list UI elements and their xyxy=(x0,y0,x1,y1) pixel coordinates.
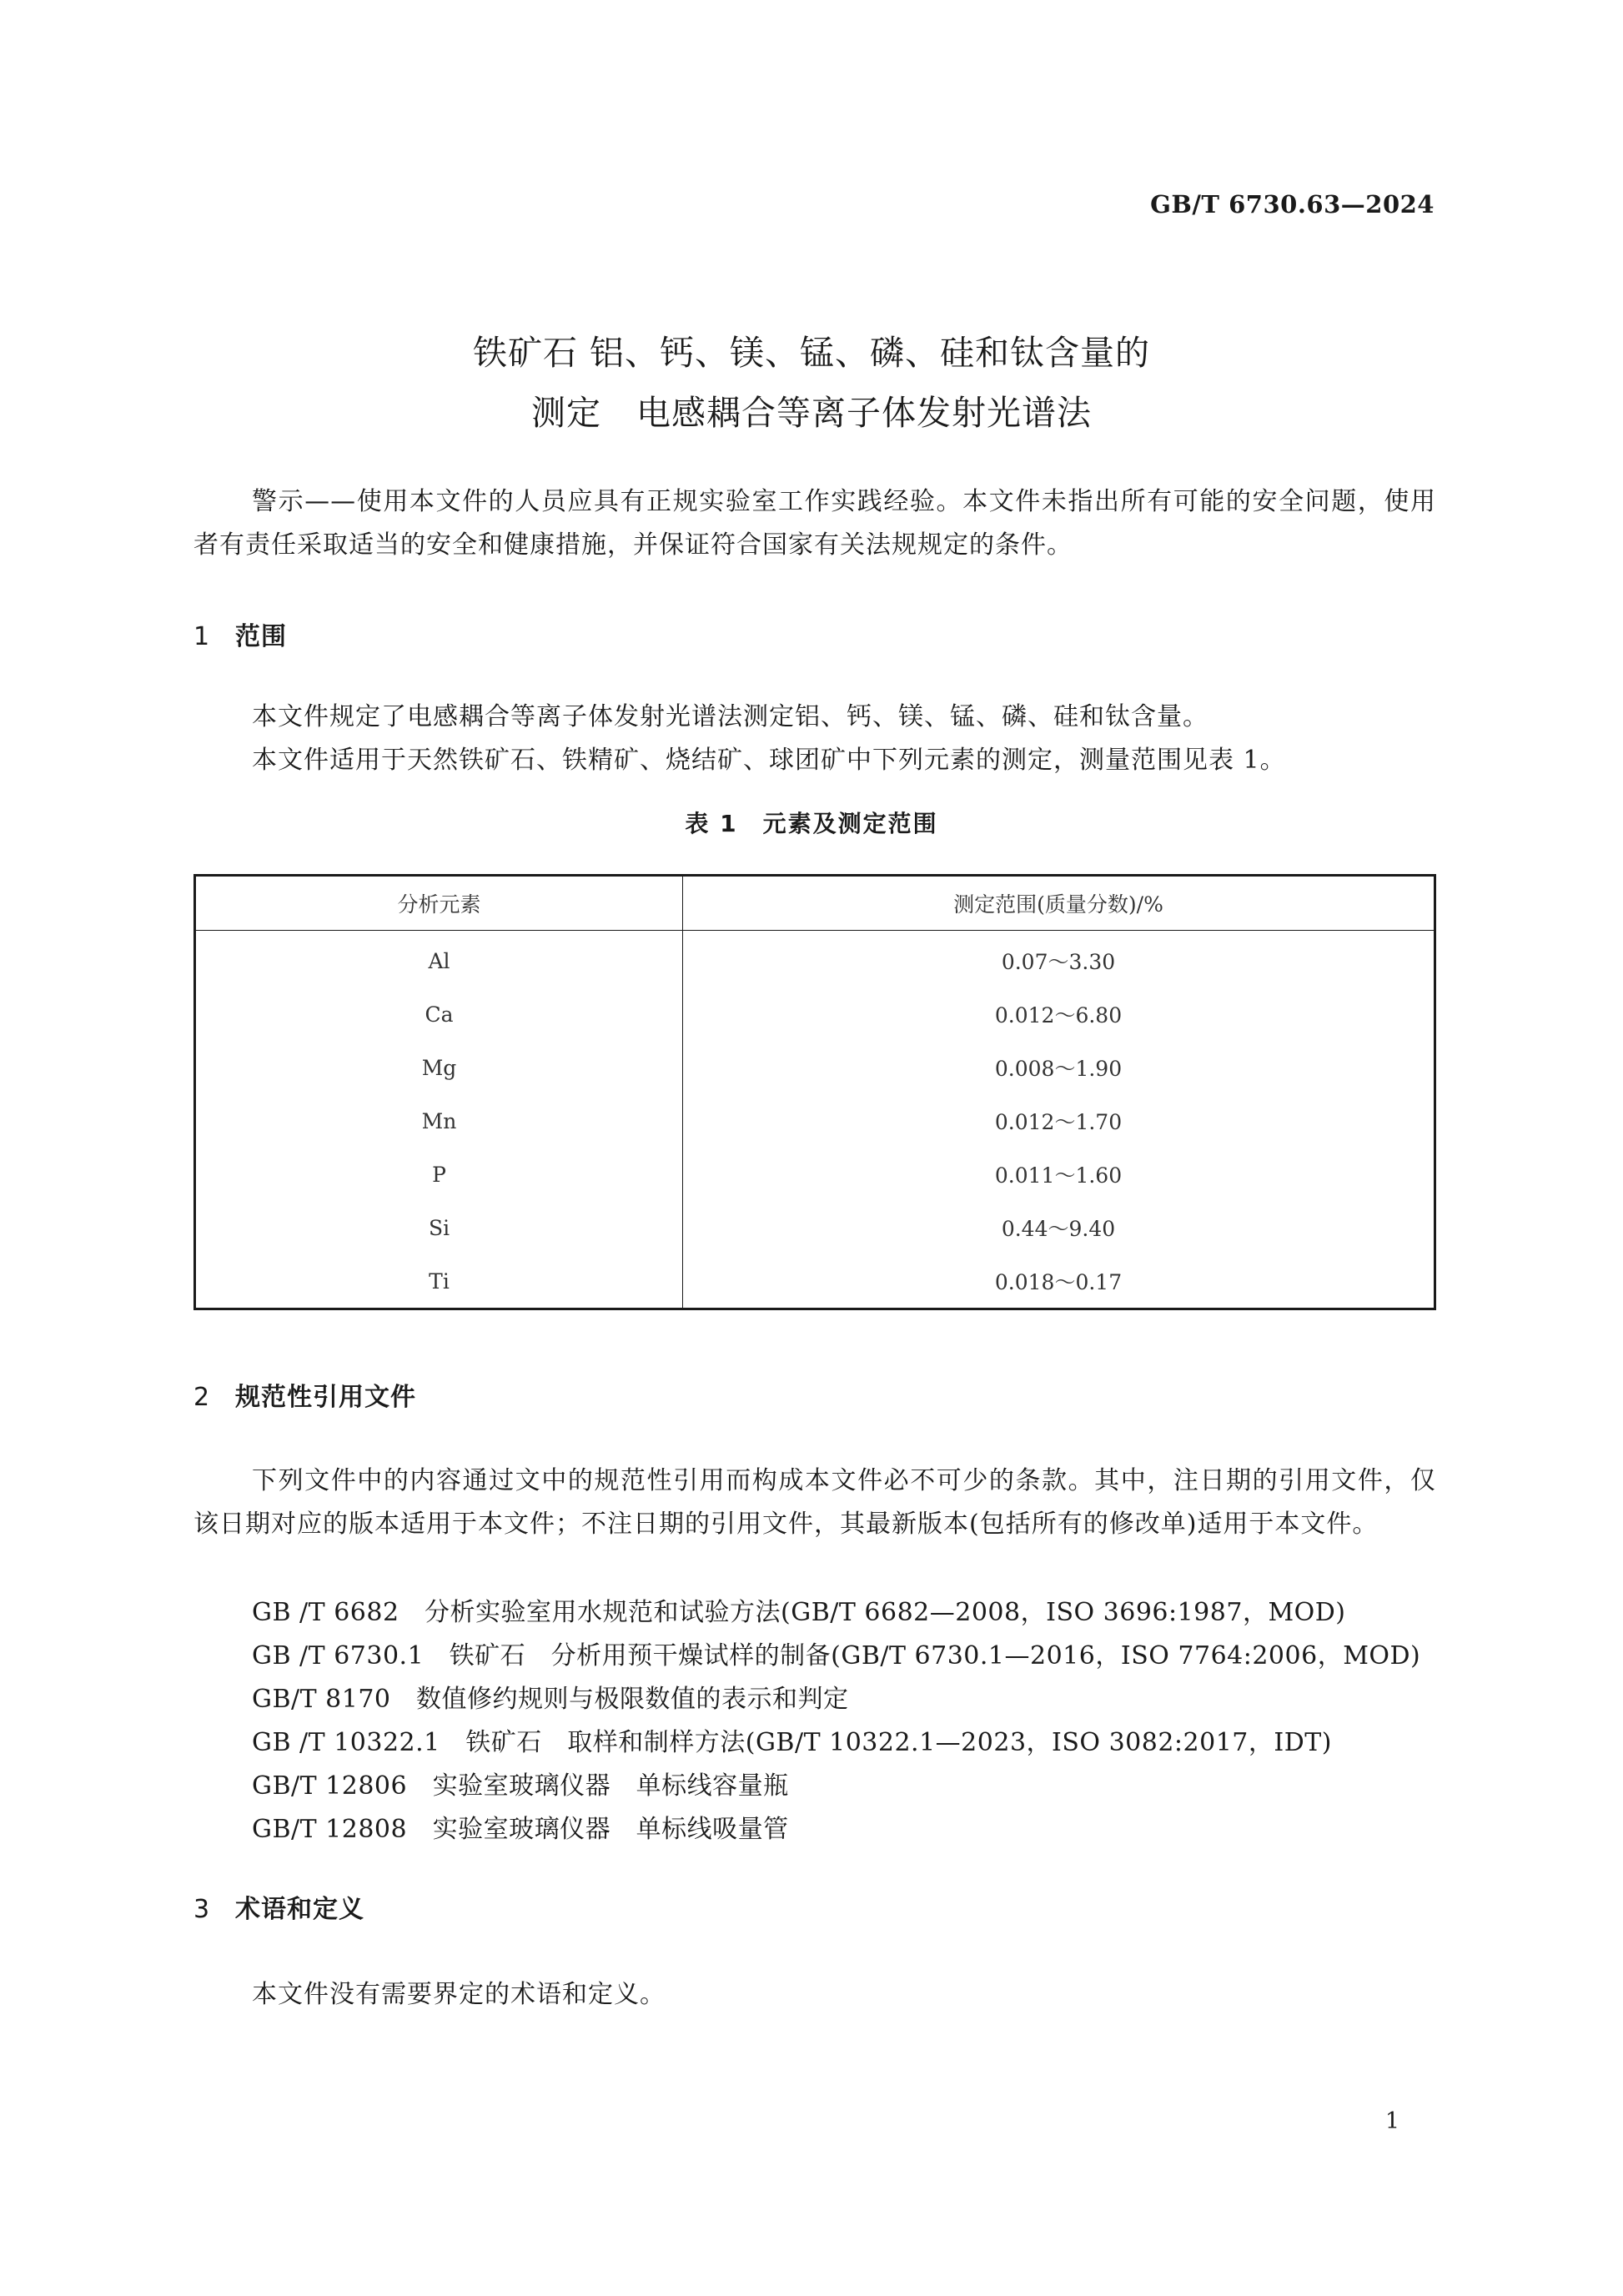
section-1-paragraph-1: 本文件规定了电感耦合等离子体发射光谱法测定铝、钙、镁、锰、磷、硅和钛含量。 xyxy=(252,702,1208,731)
table-cell-range: 0.07～3.30 xyxy=(1001,950,1116,974)
table-row xyxy=(195,1041,1435,1094)
section-1-paragraph-2: 本文件适用于天然铁矿石、铁精矿、烧结矿、球团矿中下列元素的测定，测量范围见表 1。 xyxy=(252,746,1286,775)
element-range-table xyxy=(193,874,1436,1310)
section-2-title: 规范性引用文件 xyxy=(235,1383,416,1412)
table-cell-element: Ca xyxy=(195,987,683,1041)
table-row xyxy=(195,931,1435,988)
table-cell-range: 0.012～6.80 xyxy=(994,1003,1123,1027)
document-title-line-1: 铁矿石 铝、钙、镁、锰、磷、硅和钛含量的 xyxy=(472,333,1151,373)
table-row xyxy=(195,1094,1435,1148)
section-3-title: 术语和定义 xyxy=(235,1895,364,1924)
section-3-heading xyxy=(193,1888,364,1925)
section-2-heading xyxy=(193,1376,416,1413)
table-cell-element: Mg xyxy=(195,1041,683,1094)
standard-code: GB/T 6730.63—2024 xyxy=(1150,190,1435,219)
table-1-caption: 表 1 元素及测定范围 xyxy=(685,810,938,837)
table-row xyxy=(195,987,1435,1041)
reference-item: GB/T 12808 实验室玻璃仪器 单标线吸量管 xyxy=(252,1815,789,1844)
page-number: 1 xyxy=(1384,2108,1399,2134)
reference-item: GB/T 12806 实验室玻璃仪器 单标线容量瓶 xyxy=(252,1771,789,1801)
table-header-row xyxy=(195,876,1435,931)
table-header-range: 测定范围(质量分数)/% xyxy=(683,876,1435,931)
table-row xyxy=(195,1254,1435,1309)
table-cell-range: 0.018～0.17 xyxy=(994,1270,1123,1294)
table-cell-range: 0.011～1.60 xyxy=(994,1163,1123,1188)
reference-item: GB/T 8170 数值修约规则与极限数值的表示和判定 xyxy=(252,1685,849,1714)
reference-item: GB /T 6682 分析实验室用水规范和试验方法(GB/T 6682—2008，ISO 3696:1987，MOD) xyxy=(252,1598,1346,1627)
section-1-heading xyxy=(193,615,287,652)
reference-item: GB /T 6730.1 铁矿石 分析用预干燥试样的制备(GB/T 6730.1—2016，ISO 7764:2006，MOD) xyxy=(252,1641,1421,1671)
table-cell-range: 0.008～1.90 xyxy=(994,1057,1123,1081)
section-3-number: 3 xyxy=(193,1895,211,1924)
section-2-intro: 下列文件中的内容通过文中的规范性引用而构成本文件必不可少的条款。其中，注日期的引用文件，仅该日期对应的版本适用于本文件；不注日期的引用文件，其最新版本(包括所有的修改单)适用于本文件。 xyxy=(193,1466,1436,1539)
table-row xyxy=(195,1148,1435,1201)
document-title-line-2: 测定 电感耦合等离子体发射光谱法 xyxy=(531,393,1092,433)
table-cell-range: 0.012～1.70 xyxy=(994,1110,1123,1134)
table-row xyxy=(195,1201,1435,1254)
table-cell-element: Mn xyxy=(195,1094,683,1148)
table-cell-element: P xyxy=(195,1148,683,1201)
reference-item: GB /T 10322.1 铁矿石 取样和制样方法(GB/T 10322.1—2023，ISO 3082:2017，IDT) xyxy=(252,1728,1332,1757)
table-cell-element: Ti xyxy=(195,1254,683,1309)
table-cell-range: 0.44～9.40 xyxy=(1001,1217,1116,1241)
table-header-element: 分析元素 xyxy=(195,876,683,931)
warning-paragraph: 警示——使用本文件的人员应具有正规实验室工作实践经验。本文件未指出所有可能的安全问题，使用者有责任采取适当的安全和健康措施，并保证符合国家有关法规规定的条件。 xyxy=(193,487,1436,560)
table-cell-element: Si xyxy=(195,1201,683,1254)
section-1-title: 范围 xyxy=(235,622,287,651)
section-3-paragraph: 本文件没有需要界定的术语和定义。 xyxy=(252,1980,666,2009)
table-cell-element: Al xyxy=(195,931,683,988)
section-1-number: 1 xyxy=(193,622,211,651)
section-2-number: 2 xyxy=(193,1383,211,1412)
